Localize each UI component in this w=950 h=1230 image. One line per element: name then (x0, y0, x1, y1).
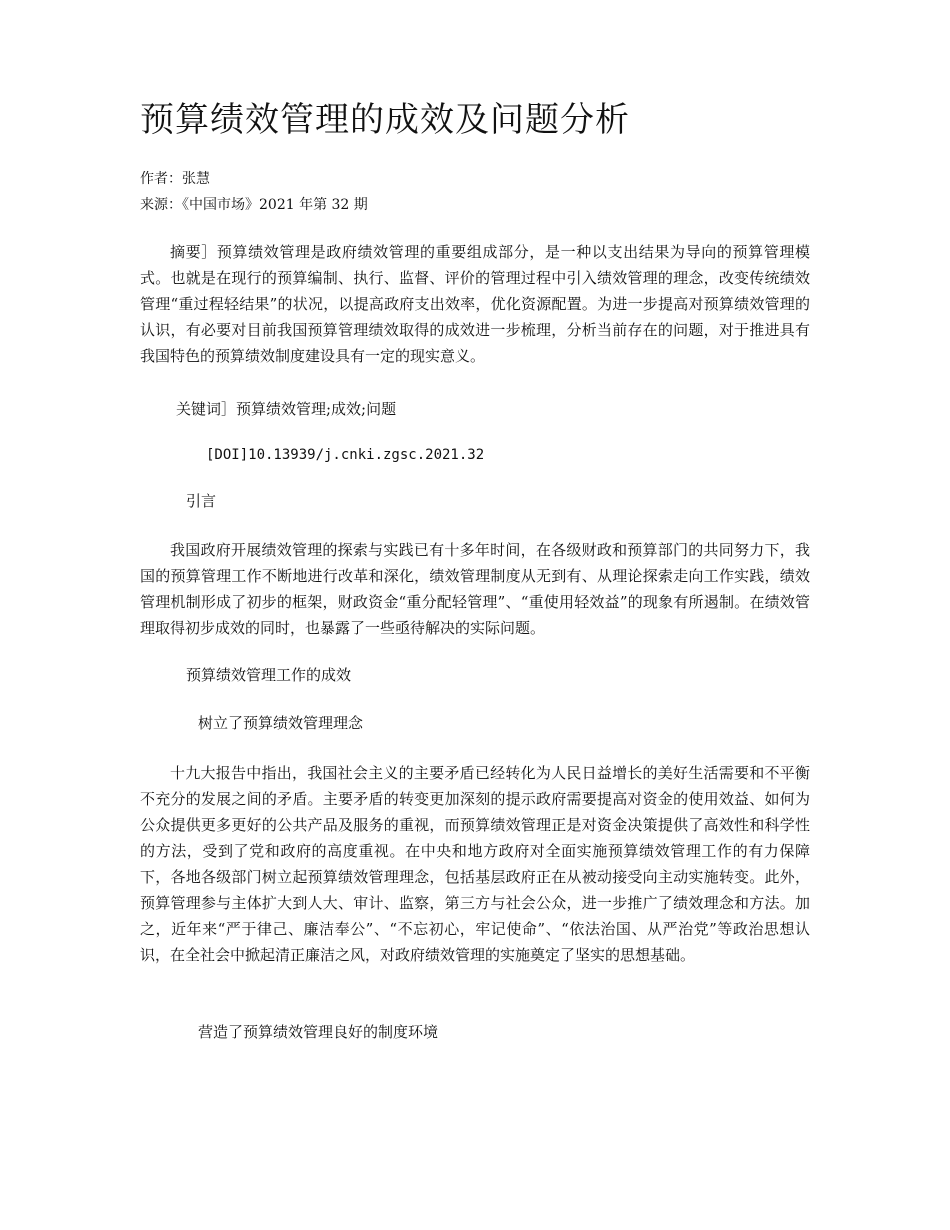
keywords-line: 关键词］预算绩效管理;成效;问题 (176, 400, 397, 418)
intro-paragraph: 我国政府开展绩效管理的探索与实践已有十多年时间，在各级财政和预算部门的共同努力下，我国的预算管理工作不断地进行改革和深化，绩效管理制度从无到有、从理论探索走向工作实践，绩效管理机制形成了初步的框架，财政资金“重分配轻管理”、“重使用轻效益”的现象有所遏制。在绩效管理取得初步成效的同时，也暴露了一些亟待解决的实际问题。 (140, 541, 810, 637)
article-title: 预算绩效管理的成效及问题分析 (140, 100, 630, 140)
section1-heading: 预算绩效管理工作的成效 (186, 666, 352, 684)
intro-heading: 引言 (186, 492, 217, 510)
subsection1-heading: 树立了预算绩效管理理念 (198, 714, 364, 732)
source-line: 来源：《中国市场》2021 年第 32 期 (140, 197, 368, 213)
subsection1-paragraph: 十九大报告中指出，我国社会主义的主要矛盾已经转化为人民日益增长的美好生活需要和不平衡不充分的发展之间的矛盾。主要矛盾的转变更加深刻的提示政府需要提高对资金的使用效益、如何为公众提供更多更好的公共产品及服务的重视，而预算绩效管理正是对资金决策提供了高效性和科学性的方法，受到了党和政府的高度重视。在中央和地方政府对全面实施预算绩效管理工作的有力保障下，各地各级部门树立起预算绩效管理理念，包括基层政府正在从被动接受向主动实施转变。此外，预算管理参与主体扩大到人大、审计、监察，第三方与社会公众，进一步推广了绩效理念和方法。加之，近年来“严于律己、廉洁奉公”、“不忘初心，牢记使命”、“依法治国、从严治党”等政治思想认识，在全社会中掀起清正廉洁之风，对政府绩效管理的实施奠定了坚实的思想基础。 (140, 764, 810, 964)
author-line: 作者：张慧 (140, 171, 210, 187)
doi-line: [DOI]10.13939/j.cnki.zgsc.2021.32 (206, 447, 485, 463)
abstract-paragraph: 摘要］预算绩效管理是政府绩效管理的重要组成部分，是一种以支出结果为导向的预算管理模式。也就是在现行的预算编制、执行、监督、评价的管理过程中引入绩效管理的理念，改变传统绩效管理“重过程轻结果”的状况，以提高政府支出效率，优化资源配置。为进一步提高对预算绩效管理的认识，有必要对目前我国预算管理绩效取得的成效进一步梳理，分析当前存在的问题，对于推进具有我国特色的预算绩效制度建设具有一定的现实意义。 (140, 243, 810, 365)
subsection2-heading: 营造了预算绩效管理良好的制度环境 (198, 1023, 439, 1041)
